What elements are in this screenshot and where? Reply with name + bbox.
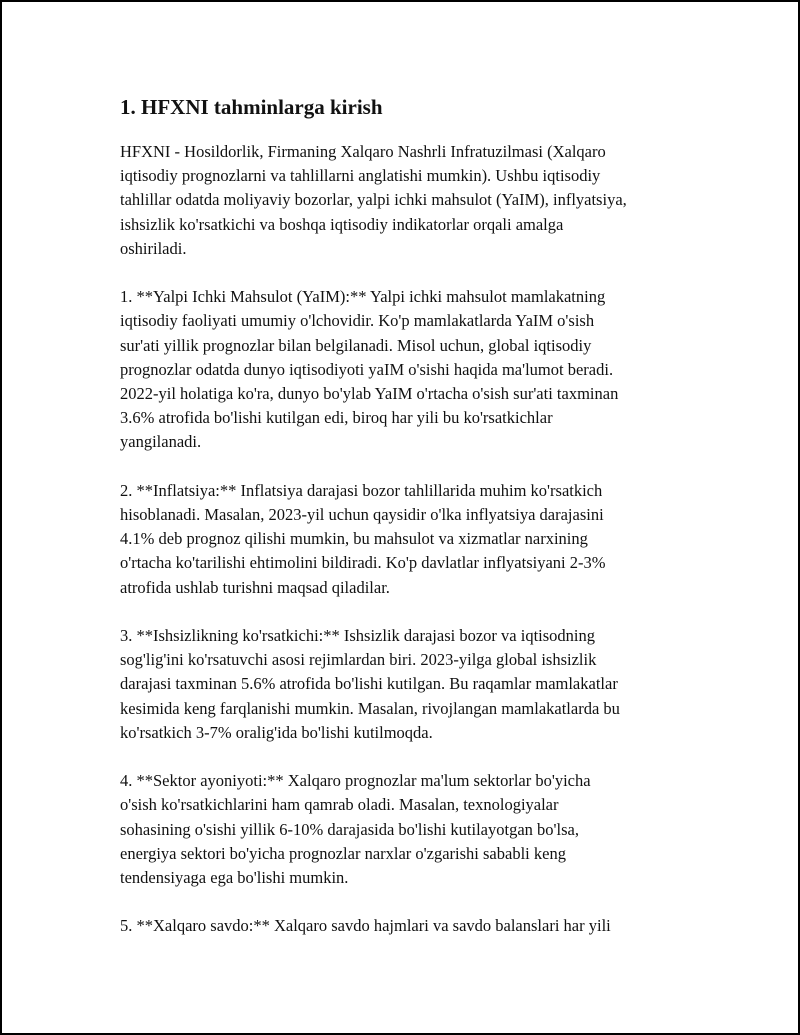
text-line: oshiriladi. [120,238,187,258]
document-content [120,92,700,939]
text-line: tendensiyaga ega bo'lishi mumkin. [120,868,349,888]
paragraph-gap [120,890,700,914]
text-line: atrofida ushlab turishni maqsad qiladilar. [120,577,390,597]
paragraph-gap [120,600,700,624]
text-line: tahlillar odatda moliyaviy bozorlar, yalpi ichki mahsulot (YaIM), inflyatsiya, [120,190,627,210]
text-line: yangilanadi. [120,432,202,452]
text-line: ko'rsatkich 3-7% oralig'ida bo'lishi kutilmoqda. [120,722,433,742]
text-line: prognozlar odatda dunyo iqtisodiyoti yaIM o'sishi haqida ma'lumot beradi. [120,359,614,379]
text-line: 1. **Yalpi Ichki Mahsulot (YaIM):** Yalpi ichki mahsulot mamlakatning [120,287,606,307]
text-line: sur'ati yillik prognozlar bilan belgilanadi. Misol uchun, global iqtisodiy [120,335,592,355]
text-line: o'sish ko'rsatkichlarini ham qamrab oladi. Masalan, texnologiyalar [120,795,559,815]
paragraph-sector [120,769,700,890]
text-line: darajasi taxminan 5.6% atrofida bo'lishi kutilgan. Bu raqamlar mamlakatlar [120,674,618,694]
text-line: energiya sektori bo'yicha prognozlar narxlar o'zgarishi sababli keng [120,843,566,863]
text-line: 2022-yil holatiga ko'ra, dunyo bo'ylab YaIM o'rtacha o'sish sur'ati taxminan [120,384,619,404]
paragraph-unemployment [120,624,700,745]
text-line: hisoblanadi. Masalan, 2023-yil uchun qaysidir o'lka inflyatsiya darajasini [120,505,604,525]
text-line: 4.1% deb prognoz qilishi mumkin, bu mahsulot va xizmatlar narxining [120,529,588,549]
paragraph-inflation [120,479,700,600]
text-line: 3. **Ishsizlikning ko'rsatkichi:** Ishsizlik darajasi bozor va iqtisodning [120,626,595,646]
text-line: kesimida keng farqlanishi mumkin. Masalan, rivojlangan mamlakatlarda bu [120,698,620,718]
text-line: 2. **Inflatsiya:** Inflatsiya darajasi bozor tahlillarida muhim ko'rsatkich [120,480,603,500]
text-line: HFXNI - Hosildorlik, Firmaning Xalqaro Nashrli Infratuzilmasi (Xalqaro [120,142,606,161]
paragraph-gap [120,455,700,479]
text-line: 4. **Sektor ayoniyoti:** Xalqaro prognozlar ma'lum sektorlar bo'yicha [120,771,591,791]
text-line: ishsizlik ko'rsatkichi va boshqa iqtisodiy indikatorlar orqali amalga [120,214,564,234]
paragraph-intro [120,140,700,261]
text-line: sog'lig'ini ko'rsatuvchi asosi rejimlardan biri. 2023-yilga global ishsizlik [120,650,597,670]
text-line: iqtisodiy prognozlarni va tahlillarni anglatishi mumkin). Ushbu iqtisodiy [120,166,601,186]
text-line: 5. **Xalqaro savdo:** Xalqaro savdo hajmlari va savdo balanslari har yili [120,916,611,936]
paragraph-trade [120,914,700,938]
text-line: o'rtacha ko'tarilishi ehtimolini bildiradi. Ko'p davlatlar inflyatsiyani 2-3% [120,553,606,573]
paragraph-gap [120,261,700,285]
paragraph-gap [120,745,700,769]
text-line: 3.6% atrofida bo'lishi kutilgan edi, biroq har yili bu ko'rsatkichlar [120,408,553,428]
section-title: 1. HFXNI tahminlarga kirish [120,95,383,119]
paragraph-gdp [120,285,700,454]
text-line: sohasining o'sishi yillik 6-10% darajasida bo'lishi kutilayotgan bo'lsa, [120,819,579,839]
text-line: iqtisodiy faoliyati umumiy o'lchovidir. Ko'p mamlakatlarda YaIM o'sish [120,311,595,331]
